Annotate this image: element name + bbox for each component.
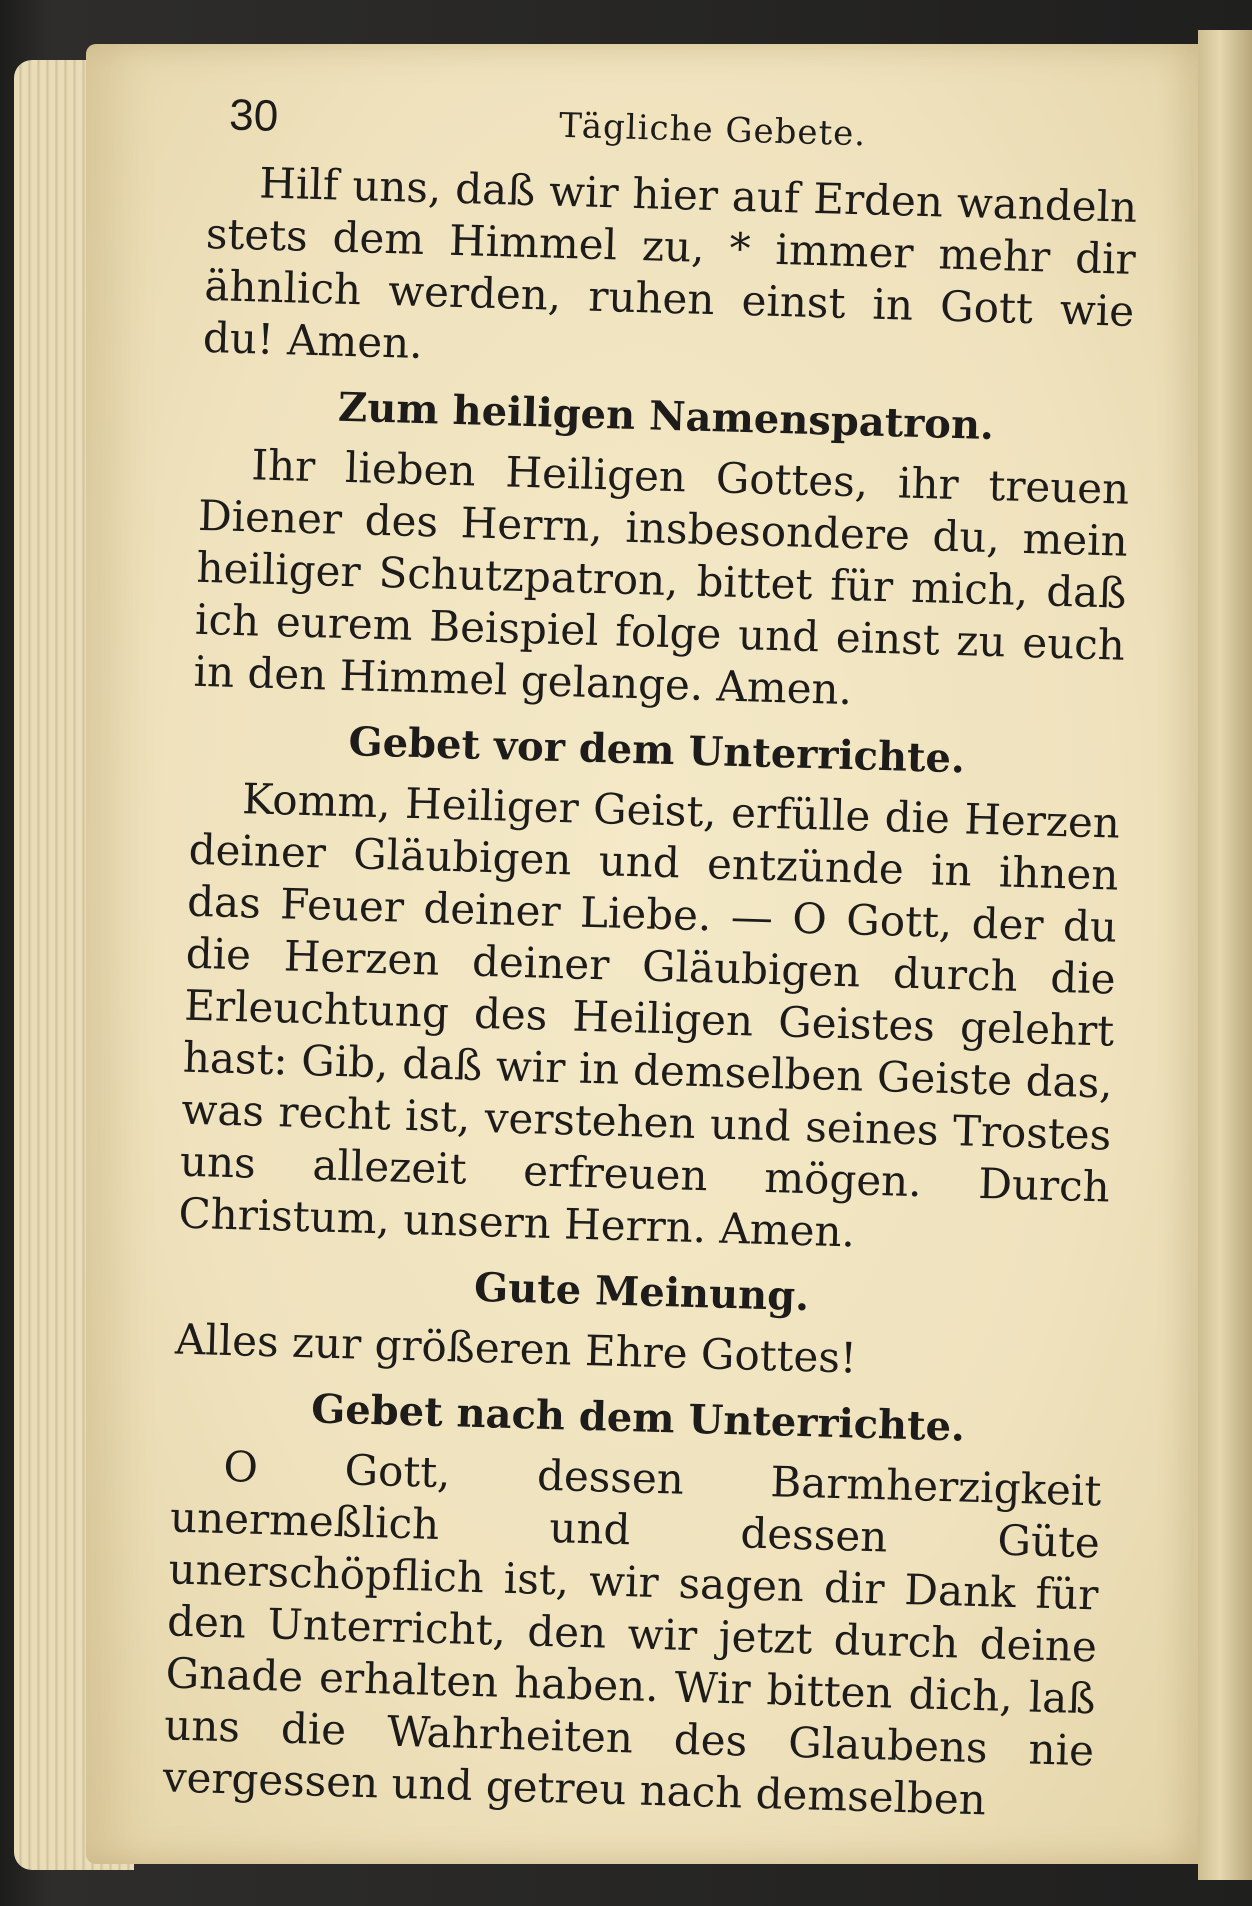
paragraph-nach-unterricht: O Gott, dessen Barmherzigkeit unermeßlich und dessen Güte unerschöpflich ist, wir sagen dir Dank für den Unterricht, den wir jetzt durch deine Gnade erhalten haben. Wir bitten dich, laß uns die Wahrheiten des Glaubens nie vergessen und getreu nach demselben: [162, 1441, 1102, 1825]
heading-namenspatron: Zum heiligen Namenspatron.: [337, 383, 995, 450]
paragraph-vor-unterricht: Komm, Heiliger Geist, erfülle die Herzen deiner Gläubigen und entzünde in ihnen das Feuer deiner Liebe. — O Gott, der du die Herzen deiner Gläubigen durch die Erleuchtung des Heiligen Geistes gelehrt hast: Gib, daß wir in demselben Geiste das, was recht ist, verstehen und seines Trostes uns allezeit erfreuen mögen. Durch Christum, unsern Herrn. Amen.: [177, 774, 1121, 1257]
page-number: 30: [228, 90, 279, 141]
paragraph-namenspatron: Ihr lieben Heiligen Gottes, ihr treuen Diener des Herrn, insbesondere du, mein heiliger Schutzpatron, bittet für mich, daß ich eurem Beispiel folge und einst zu euch in den Himmel gelange. Amen.: [193, 440, 1130, 715]
heading-gute-meinung: Gute Meinung.: [473, 1263, 810, 1321]
paragraph-gute-meinung: Alles zur größeren Ehre Gottes!: [174, 1314, 858, 1383]
running-title: Tägliche Gebete.: [558, 105, 867, 155]
heading-nach-unterricht: Gebet nach dem Unterrichte.: [310, 1385, 966, 1451]
gutter-edge: [1198, 30, 1252, 1880]
heading-vor-unterricht: Gebet vor dem Unterrichte.: [347, 718, 966, 783]
paragraph-closing-prayer: Hilf uns, daß wir hier auf Erden wandeln stets dem Himmel zu, * immer mehr dir ähnlich werden, ruhen einst in Gott wie du! Amen.: [202, 158, 1138, 369]
page-text: [162, 90, 1139, 1829]
